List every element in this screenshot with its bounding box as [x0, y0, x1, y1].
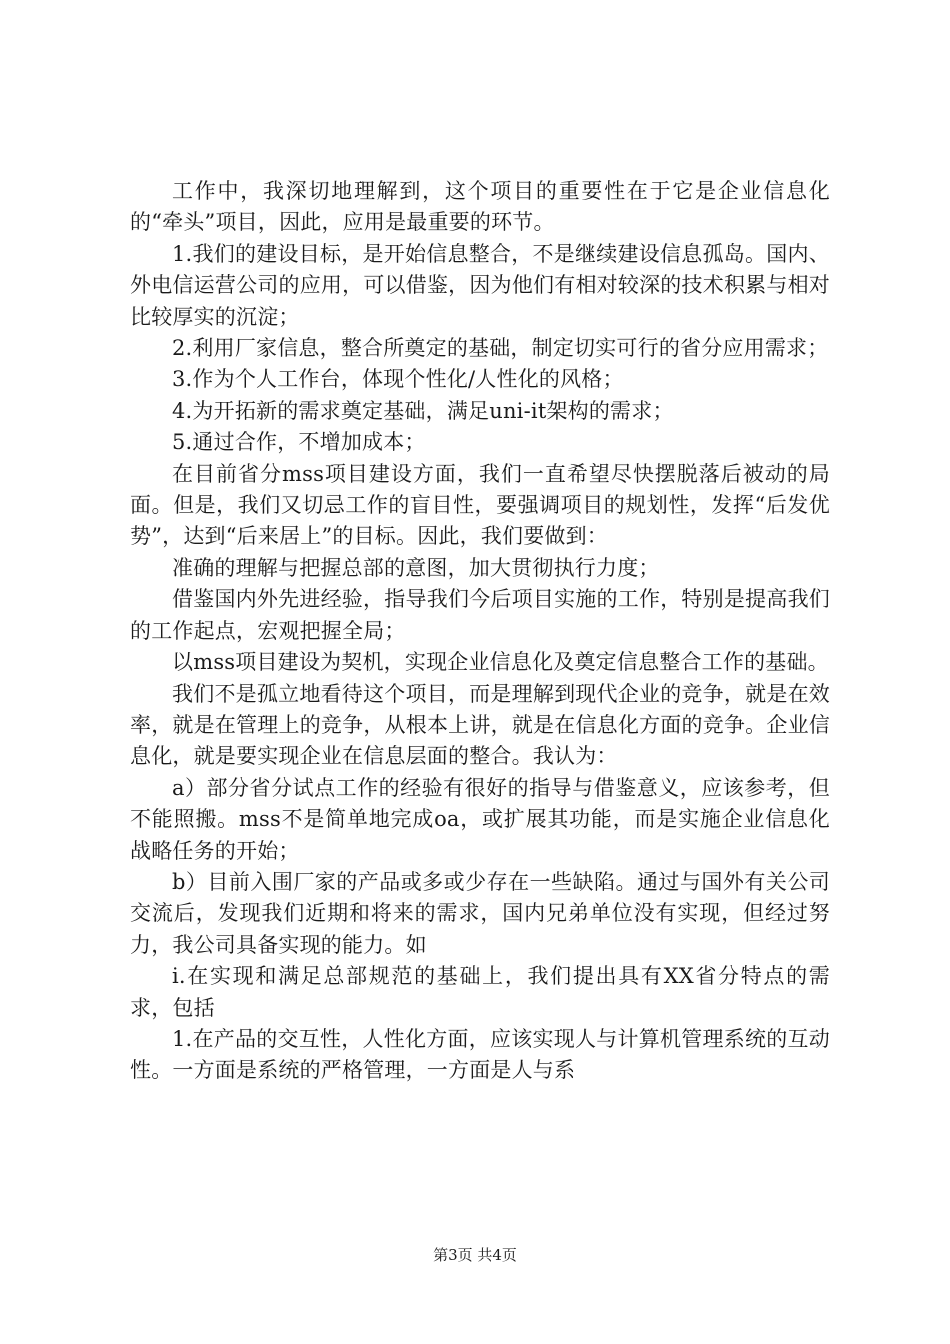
- page-number-label: 第3页 共4页: [433, 1246, 517, 1264]
- paragraph: 以mss项目建设为契机，实现企业信息化及奠定信息整合工作的基础。: [172, 650, 829, 675]
- paragraph: i.在实现和满足总部规范的基础上，我们提出具有XX省分特点的需求，包括: [130, 964, 830, 1020]
- paragraph: 1.我们的建设目标，是开始信息整合，不是继续建设信息孤岛。国内、外电信运营公司的应用，可以借鉴，因为他们有相对较深的技术积累与相对比较厚实的沉淀；: [130, 241, 830, 329]
- page-footer: [0, 1244, 950, 1265]
- paragraph: 借鉴国内外先进经验，指导我们今后项目实施的工作，特别是提高我们的工作起点，宏观把握全局；: [130, 587, 830, 643]
- paragraph: 准确的理解与把握总部的意图，加大贯彻执行力度；: [172, 555, 660, 580]
- paragraph: b）目前入围厂家的产品或多或少存在一些缺陷。通过与国外有关公司交流后，发现我们近期和将来的需求，国内兄弟单位没有实现，但经过努力，我公司具备实现的能力。如: [130, 869, 830, 957]
- document-body: [130, 176, 830, 1087]
- paragraph: 2.利用厂家信息，整合所奠定的基础，制定切实可行的省分应用需求；: [172, 336, 829, 361]
- paragraph: 在目前省分mss项目建设方面，我们一直希望尽快摆脱落后被动的局面。但是，我们又切忌工作的盲目性，要强调项目的规划性，发挥“后发优势”，达到“后来居上”的目标。因此，我们要做到：: [130, 461, 830, 549]
- paragraph: 5.通过合作，不增加成本；: [172, 430, 426, 455]
- paragraph: 1.在产品的交互性，人性化方面，应该实现人与计算机管理系统的互动性。一方面是系统的严格管理，一方面是人与系: [130, 1026, 830, 1083]
- paragraph: 工作中，我深切地理解到，这个项目的重要性在于它是企业信息化的“牵头”项目，因此，应用是最重要的环节。: [130, 179, 830, 235]
- paragraph: 3.作为个人工作台，体现个性化/人性化的风格；: [172, 367, 624, 392]
- paragraph: 我们不是孤立地看待这个项目，而是理解到现代企业的竞争，就是在效率，就是在管理上的竞争，从根本上讲，就是在信息化方面的竞争。企业信息化，就是要实现企业在信息层面的整合。我认为：: [130, 681, 830, 769]
- paragraph: 4.为开拓新的需求奠定基础，满足uni-it架构的需求；: [172, 398, 674, 423]
- paragraph: a）部分省分试点工作的经验有很好的指导与借鉴意义，应该参考，但不能照搬。mss不是简单地完成oa，或扩展其功能，而是实施企业信息化战略任务的开始；: [130, 775, 830, 863]
